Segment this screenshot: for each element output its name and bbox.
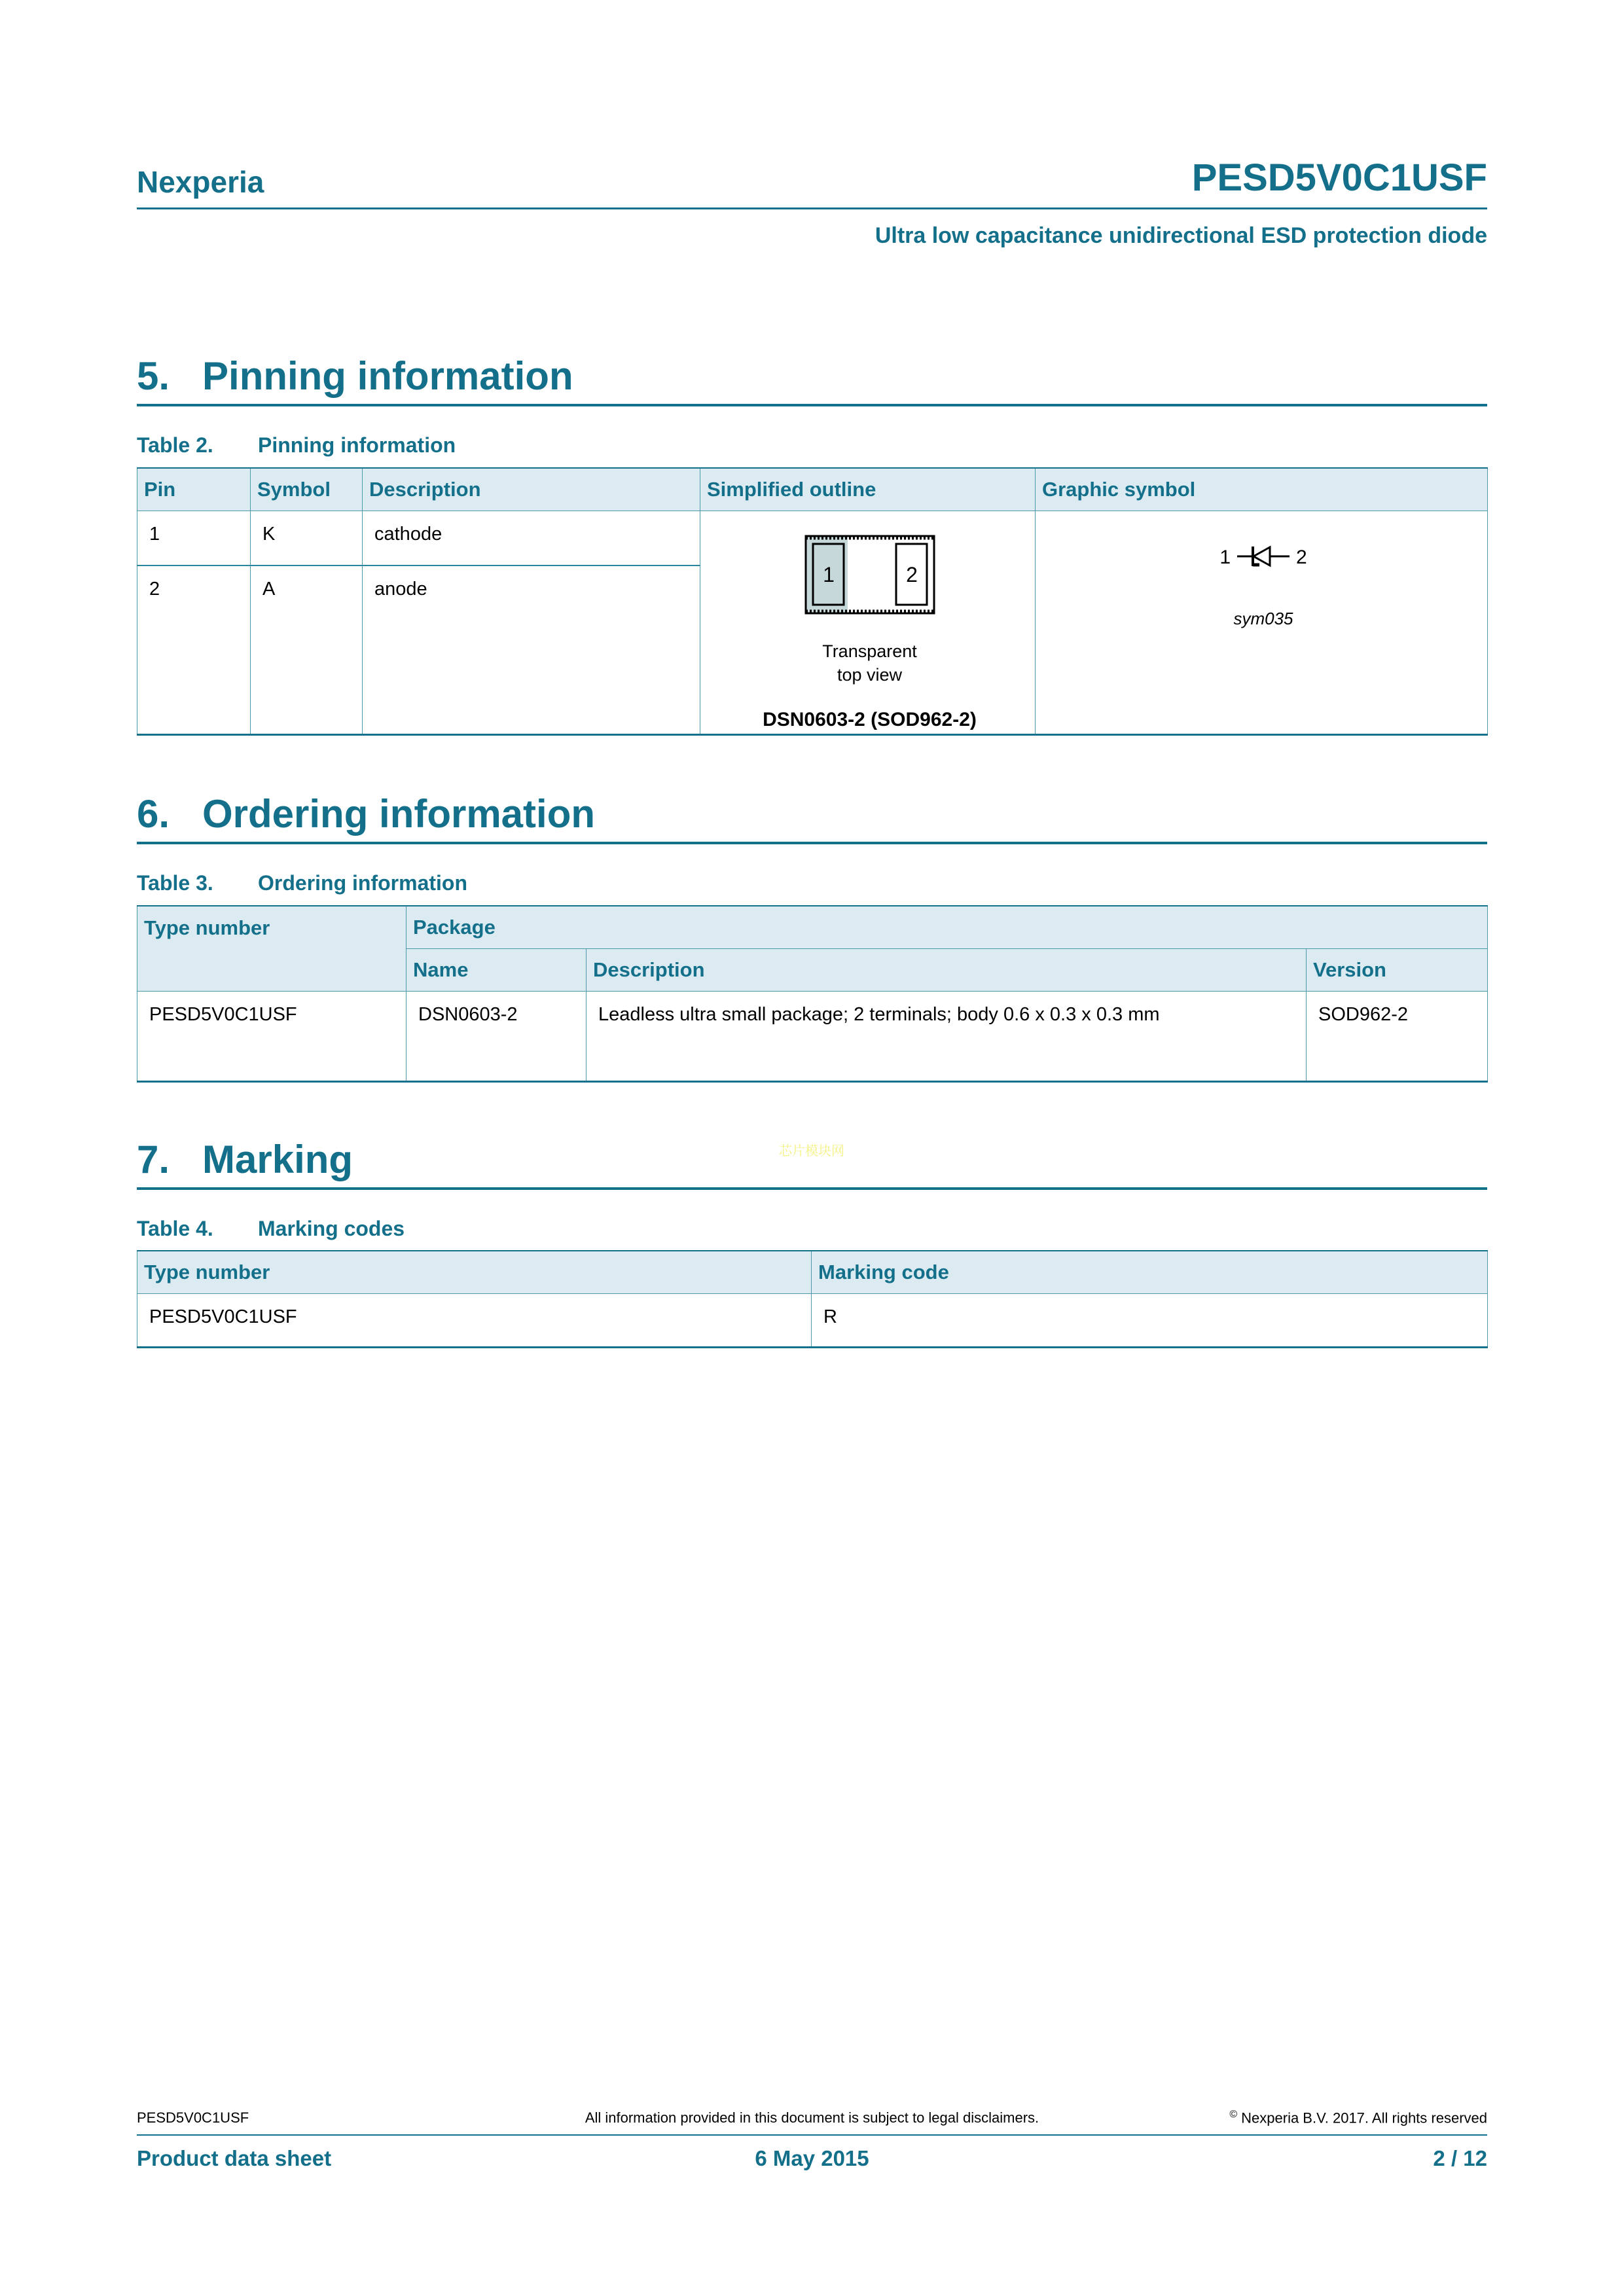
footer-doc-type: Product data sheet [137, 2146, 332, 2171]
column-header-pin: Pin [137, 468, 251, 511]
page-footer [137, 2109, 1487, 2171]
symbol-pin2-label: 2 [1296, 547, 1307, 569]
section-heading-pinning [137, 354, 1487, 399]
footer-date: 6 May 2015 [755, 2146, 869, 2171]
symbol-figure-id: sym035 [1233, 608, 1293, 628]
column-header-marking-code: Marking code [812, 1251, 1488, 1294]
footer-rule [137, 2134, 1487, 2136]
document-subtitle: Ultra low capacitance unidirectional ESD protection diode [875, 223, 1487, 248]
section-number: 5. [137, 354, 170, 399]
header-rule [137, 207, 1487, 209]
table4-caption [137, 1216, 1487, 1241]
section-title: Pinning information [202, 354, 573, 399]
type-number-cell: PESD5V0C1USF [137, 991, 406, 1081]
pin-description-cell: cathode [363, 511, 700, 565]
package-name-cell: DSN0603-2 [406, 991, 586, 1081]
type-number-cell: PESD5V0C1USF [137, 1293, 812, 1347]
column-header-type-number: Type number [137, 906, 406, 992]
pin-number-cell: 1 [137, 511, 251, 565]
table4-caption-label: Table 4. [137, 1216, 213, 1240]
footer-disclaimer: All information provided in this document is subject to legal disclaimers. [585, 2109, 1039, 2126]
column-header-description: Description [586, 948, 1307, 991]
marking-table-header-row [137, 1251, 1488, 1294]
marking-table [137, 1250, 1488, 1348]
column-header-description: Description [363, 468, 700, 511]
table3-caption-label: Table 3. [137, 871, 213, 895]
section-number: 6. [137, 792, 170, 836]
table3-caption-title: Ordering information [258, 871, 467, 895]
column-header-version: Version [1307, 948, 1488, 991]
copyright-symbol: © [1229, 2109, 1238, 2120]
table-row [137, 1293, 1488, 1347]
column-header-simplified-outline: Simplified outline [700, 468, 1036, 511]
watermark-text: 芯片模块网 [779, 1144, 844, 1158]
column-header-name: Name [406, 948, 586, 991]
diode-symbol-row [1219, 543, 1307, 573]
graphic-symbol-cell [1036, 511, 1488, 734]
package-description-cell: Leadless ultra small package; 2 terminals; body 0.6 x 0.3 x 0.3 mm [586, 991, 1307, 1081]
pin-symbol-cell: K [251, 511, 363, 565]
footer-copyright: © Nexperia B.V. 2017. All rights reserved [1229, 2109, 1487, 2126]
pin-description-cell: anode [363, 565, 700, 735]
table2-caption [137, 433, 1487, 457]
table2-caption-label: Table 2. [137, 433, 213, 457]
brand-name: Nexperia [137, 165, 264, 199]
table3-caption [137, 870, 1487, 895]
section-heading-ordering [137, 792, 1487, 836]
section-title: Marking [202, 1137, 353, 1181]
diode-symbol-drawing [1237, 543, 1290, 573]
column-header-graphic-symbol: Graphic symbol [1036, 468, 1488, 511]
marking-code-cell: R [812, 1293, 1488, 1347]
section-rule [137, 842, 1487, 844]
footer-small-row [137, 2109, 1487, 2126]
ordering-table [137, 905, 1488, 1083]
pinning-table-header-row [137, 468, 1488, 511]
table2-caption-title: Pinning information [258, 433, 456, 457]
graphic-symbol-figure [1047, 520, 1479, 632]
symbol-pin1-label: 1 [1219, 547, 1231, 569]
footer-part-number: PESD5V0C1USF [137, 2109, 249, 2126]
package-outline-drawing [804, 535, 935, 615]
package-version-cell: SOD962-2 [1307, 991, 1488, 1081]
package-name-label: DSN0603-2 (SOD962-2) [763, 708, 977, 730]
table-row [137, 511, 1488, 565]
footer-page-number: 2 / 12 [1433, 2146, 1487, 2171]
column-header-symbol: Symbol [251, 468, 363, 511]
column-header-type-number: Type number [137, 1251, 812, 1294]
page-header [137, 0, 1487, 197]
transparent-top-view-label: Transparent top view [822, 641, 917, 685]
simplified-outline-cell [700, 511, 1036, 734]
ordering-table-header-row1 [137, 906, 1488, 949]
pin-symbol-cell: A [251, 565, 363, 735]
simplified-outline-figure [712, 520, 1027, 734]
pin1-pad-label: 1 [822, 562, 835, 586]
pin-number-cell: 2 [137, 565, 251, 735]
section-number: 7. [137, 1137, 170, 1181]
section-title: Ordering information [202, 792, 595, 836]
section-rule [137, 1187, 1487, 1190]
section-rule [137, 404, 1487, 406]
pin2-pad-label: 2 [905, 562, 918, 586]
pinning-table [137, 467, 1488, 736]
column-header-package: Package [406, 906, 1488, 949]
table4-caption-title: Marking codes [258, 1216, 405, 1240]
table-row [137, 991, 1488, 1081]
part-number-title: PESD5V0C1USF [1191, 156, 1487, 199]
footer-bold-row [137, 2146, 1487, 2171]
